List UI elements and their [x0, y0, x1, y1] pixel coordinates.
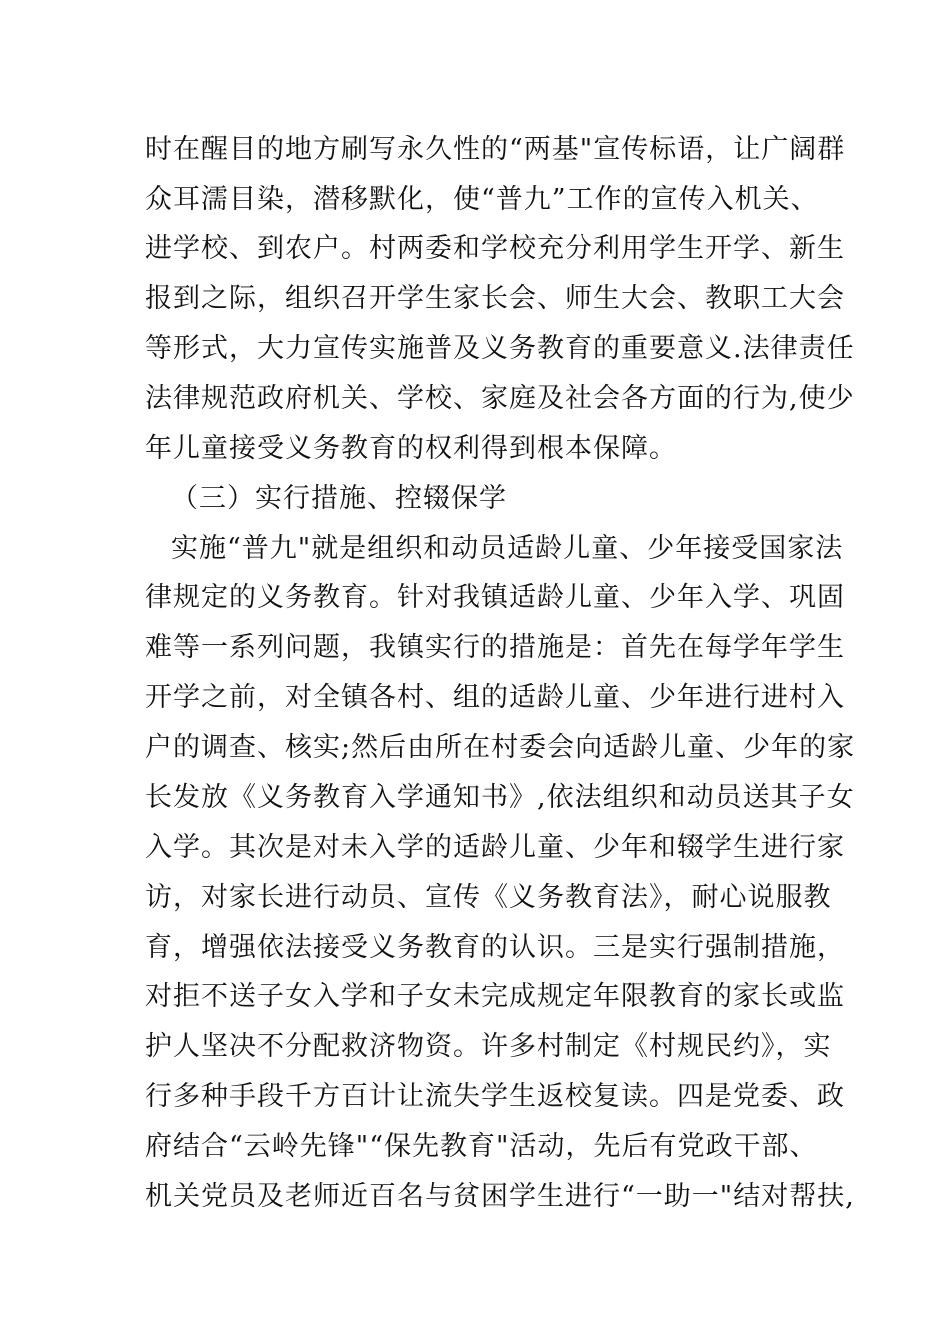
- text-line: 难等一系列问题，我镇实行的措施是：首先在每学年学生: [145, 632, 845, 663]
- text-line: 进学校、到农户。村两委和学校充分利用学生开学、新生: [145, 233, 845, 264]
- text-line: 法律规范政府机关、学校、家庭及社会各方面的行为,使少: [145, 383, 855, 414]
- text-line: 机关党员及老师近百名与贫困学生进行“一助一"结对帮扶,: [145, 1181, 855, 1212]
- section-heading: （三）实行措施、控辍保学: [171, 483, 507, 514]
- text-line: 开学之前，对全镇各村、组的适龄儿童、少年进行进村入: [145, 682, 845, 713]
- text-line: 年儿童接受义务教育的权利得到根本保障。: [145, 433, 677, 464]
- text-line: 长发放《义务教育入学通知书》,依法组织和动员送其子女: [145, 782, 855, 813]
- text-line: 众耳濡目染，潜移默化，使“普九”工作的宣传入机关、: [145, 184, 819, 215]
- text-line: 育，增强依法接受义务教育的认识。三是实行强制措施，: [145, 932, 845, 963]
- text-line: 律规定的义务教育。针对我镇适龄儿童、少年入学、巩固: [145, 582, 845, 613]
- text-line: 入学。其次是对未入学的适龄儿童、少年和辍学生进行家: [145, 832, 845, 863]
- text-line: 行多种手段千方百计让流失学生返校复读。四是党委、政: [145, 1081, 845, 1112]
- text-line: 访，对家长进行动员、宣传《义务教育法》，耐心说服教: [145, 882, 832, 913]
- text-line: 时在醒目的地方刷写永久性的“两基"宣传标语，让广阔群: [145, 134, 846, 165]
- text-line: 对拒不送子女入学和子女未完成规定年限教育的家长或监: [145, 981, 845, 1012]
- text-line: 府结合“云岭先锋"“保先教育"活动，先后有党政干部、: [145, 1131, 818, 1162]
- text-line: 实施“普九"就是组织和动员适龄儿童、少年接受国家法: [171, 533, 844, 564]
- text-line: 户的调查、核实;然后由所在村委会向适龄儿童、少年的家: [145, 732, 856, 763]
- text-line: 护人坚决不分配救济物资。许多村制定《村规民约》，实: [145, 1031, 832, 1062]
- text-line: 报到之际，组织召开学生家长会、师生大会、教职工大会: [145, 283, 845, 314]
- text-line: 等形式，大力宣传实施普及义务教育的重要意义.法律责任: [145, 333, 855, 364]
